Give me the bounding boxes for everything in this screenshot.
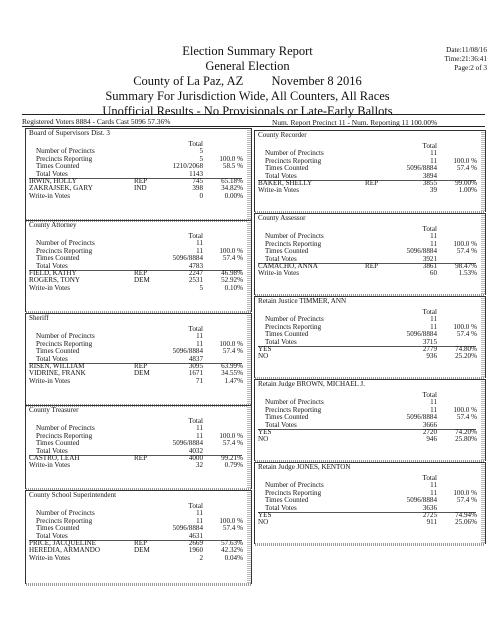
stat-value: 11 (196, 239, 203, 248)
candidate-row (255, 429, 485, 436)
stat-value: 5096/8884 (172, 524, 203, 533)
stat-value: 11 (430, 149, 437, 158)
box-edge-shading (247, 314, 251, 404)
stat-value: 3894 (422, 171, 437, 180)
candidate-row (255, 346, 485, 353)
candidate-votes: 3861 (422, 262, 437, 270)
candidate-party: REP (134, 454, 148, 462)
report-time: Time:21:36:41 (444, 55, 487, 63)
candidate-votes: 1960 (188, 546, 203, 555)
candidate-votes: 0 (199, 191, 203, 200)
stat-percent: 100.0 % (219, 431, 243, 440)
stat-label: Times Counted (265, 330, 309, 339)
stat-label: Precincts Reporting (36, 516, 93, 525)
stat-label: Number of Precincts (36, 509, 95, 518)
candidate-name: FIELD, KATHY (29, 269, 77, 277)
total-column-label: Total (188, 140, 203, 148)
candidate-row (26, 378, 251, 385)
stat-label: Number of Precincts (36, 332, 95, 341)
stat-label: Times Counted (265, 496, 309, 505)
stat-label: Number of Precincts (36, 147, 95, 156)
race-title: Retain Judge BROWN, MICHAEL J. (258, 380, 365, 388)
candidate-percent: 25.80% (455, 435, 477, 444)
candidate-row (26, 285, 251, 292)
candidate-votes: 60 (429, 269, 437, 278)
stat-value: 11 (430, 405, 437, 414)
report-title: Election Summary Report (182, 44, 313, 58)
candidate-votes: 3095 (188, 362, 203, 370)
candidate-row (26, 555, 251, 562)
box-edge-shading (481, 214, 485, 294)
stat-percent: 57.4 % (456, 330, 477, 339)
candidate-votes: 2669 (188, 539, 203, 547)
candidate-name: CAMACHO, ANNA (258, 262, 318, 270)
candidate-party: REP (134, 539, 148, 547)
stat-percent: 100.0 % (219, 516, 243, 525)
race-title: County Assessor (258, 214, 306, 222)
candidate-votes: 745 (192, 177, 203, 185)
stat-value: 1210/2068 (172, 162, 203, 171)
candidate-votes: 2531 (188, 276, 203, 285)
total-column-label: Total (188, 325, 203, 333)
candidate-percent: 0.79% (224, 461, 243, 470)
candidate-party: DEM (134, 276, 150, 285)
stat-percent: 57.4 % (456, 496, 477, 505)
stat-percent: 100.0 % (219, 246, 243, 255)
total-column-label: Total (422, 225, 437, 233)
race-title: County Treasurer (29, 406, 79, 414)
stat-label: Total Votes (265, 337, 297, 346)
candidate-percent: 74.94% (455, 511, 477, 519)
stat-percent: 100.0 % (219, 339, 243, 348)
stat-value: 11 (430, 481, 437, 490)
stat-label: Precincts Reporting (265, 322, 322, 331)
stat-value: 11 (196, 246, 203, 255)
candidate-name: Write-in Votes (29, 283, 71, 292)
stat-value: 3715 (422, 337, 437, 346)
stat-value: 5096/8884 (406, 247, 437, 256)
stat-label: Total Votes (36, 446, 68, 455)
stat-label: Precincts Reporting (36, 431, 93, 440)
candidate-percent: 74.20% (455, 428, 477, 436)
stat-value: 11 (430, 156, 437, 165)
candidate-row (26, 193, 251, 200)
stat-value: 5096/8884 (406, 413, 437, 422)
candidate-name: YES (258, 428, 272, 436)
page-number: Page:2 of 3 (454, 64, 487, 72)
unofficial-line: Unofficial Results - No Provisionals or Late-Early Ballots (102, 104, 393, 118)
candidate-percent: 99.21% (221, 454, 243, 462)
candidate-votes: 3855 (422, 179, 437, 187)
race-title: County Attorney (29, 221, 77, 229)
stat-value: 5096/8884 (406, 496, 437, 505)
candidate-percent: 52.92% (221, 276, 243, 285)
candidate-name: NO (258, 352, 269, 361)
candidate-percent: 1.00% (458, 186, 477, 195)
stat-label: Times Counted (265, 164, 309, 173)
stat-percent: 57.4 % (222, 347, 243, 356)
stat-percent: 100.0 % (453, 488, 477, 497)
stat-percent: 100.0 % (219, 154, 243, 163)
candidate-name: YES (258, 511, 272, 519)
county-date-line (0, 74, 495, 89)
candidate-votes: 5 (199, 283, 203, 292)
total-column-label: Total (188, 417, 203, 425)
stat-label: Times Counted (36, 524, 80, 533)
stat-label: Times Counted (36, 162, 80, 171)
stat-label: Total Votes (265, 503, 297, 512)
total-column-label: Total (188, 502, 203, 510)
stat-value: 11 (196, 424, 203, 433)
registered-voters-line: Registered Voters 8884 - Cards Cast 5096 57.36% (22, 117, 171, 126)
box-edge-shading (481, 297, 485, 377)
total-column-label: Total (422, 308, 437, 316)
box-edge-shading (247, 491, 251, 583)
stat-label: Number of Precincts (36, 424, 95, 433)
stat-label: Times Counted (36, 254, 80, 263)
candidate-name: Write-in Votes (29, 461, 71, 470)
candidate-name: Write-in Votes (29, 553, 71, 562)
candidate-percent: 98.47% (455, 262, 477, 270)
stat-value: 5 (199, 154, 203, 163)
stat-value: 4032 (188, 446, 203, 455)
candidate-name: NO (258, 518, 269, 527)
stat-label: Number of Precincts (265, 398, 324, 407)
county-name: County of La Paz, AZ (133, 74, 244, 88)
race-box-right-1 (254, 213, 486, 295)
candidate-percent: 46.98% (221, 269, 243, 277)
race-title: Sheriff (29, 314, 49, 322)
candidate-name: IRWIN, HOLLY (29, 177, 77, 185)
stat-label: Precincts Reporting (36, 339, 93, 348)
candidate-row (255, 187, 485, 194)
election-date: November 8 2016 (271, 74, 362, 88)
stat-value: 5096/8884 (172, 439, 203, 448)
stat-label: Number of Precincts (265, 149, 324, 158)
stat-percent: 100.0 % (453, 322, 477, 331)
candidate-votes: 911 (426, 518, 437, 527)
race-box-left-3 (25, 405, 252, 489)
candidate-name: Write-in Votes (29, 376, 71, 385)
candidate-percent: 34.55% (221, 369, 243, 378)
candidate-votes: 39 (429, 186, 437, 195)
candidate-name: HEREDIA, ARMANDO (29, 546, 100, 555)
race-box-right-2 (254, 296, 486, 378)
stat-label: Total Votes (36, 354, 68, 363)
stat-value: 5096/8884 (172, 254, 203, 263)
candidate-party: REP (365, 262, 379, 270)
candidate-votes: 2725 (422, 511, 437, 519)
box-edge-shading (247, 406, 251, 488)
candidate-name: Write-in Votes (258, 269, 300, 278)
stat-percent: 100.0 % (453, 156, 477, 165)
candidate-party: IND (134, 184, 147, 193)
stat-label: Times Counted (36, 347, 80, 356)
total-column-label: Total (422, 142, 437, 150)
stat-label: Total Votes (36, 169, 68, 178)
box-edge-shading (481, 131, 485, 211)
candidate-name: NO (258, 435, 269, 444)
candidate-name: BAKER, SHELLY (258, 179, 313, 187)
total-column-label: Total (422, 474, 437, 482)
stat-value: 11 (430, 398, 437, 407)
race-title: Board of Supervisors Dist. 3 (29, 129, 110, 137)
stat-percent: 100.0 % (453, 239, 477, 248)
candidate-percent: 42.32% (221, 546, 243, 555)
candidate-name: VIDRINE, FRANK (29, 369, 86, 378)
stat-label: Total Votes (265, 420, 297, 429)
race-box-left-2 (25, 313, 252, 405)
candidate-party: REP (365, 179, 379, 187)
candidate-votes: 398 (192, 184, 203, 193)
candidate-row (255, 436, 485, 443)
candidate-row (255, 270, 485, 277)
stat-percent: 58.5 % (222, 162, 243, 171)
race-box-right-0 (254, 130, 486, 212)
stat-percent: 100.0 % (453, 405, 477, 414)
stat-percent: 57.4 % (222, 254, 243, 263)
stat-value: 11 (430, 488, 437, 497)
stat-percent: 57.4 % (222, 439, 243, 448)
stat-label: Times Counted (265, 247, 309, 256)
candidate-name: CASTRO, LEAH (29, 454, 80, 462)
stat-label: Total Votes (36, 531, 68, 540)
stat-value: 1143 (189, 169, 203, 178)
candidate-name: ZAKRAJSEK, GARY (29, 184, 93, 193)
candidate-name: ROGERS, TONY (29, 276, 80, 285)
summary-scope-line: Summary For Jurisdiction Wide, All Counters, All Races (105, 89, 390, 103)
stat-value: 4837 (188, 354, 203, 363)
candidate-row (255, 353, 485, 360)
stat-percent: 57.4 % (456, 164, 477, 173)
stat-label: Total Votes (265, 171, 297, 180)
candidate-percent: 25.06% (455, 518, 477, 527)
candidate-votes: 2247 (188, 269, 203, 277)
candidate-party: REP (134, 177, 148, 185)
candidate-votes: 4000 (188, 454, 203, 462)
candidate-percent: 25.20% (455, 352, 477, 361)
box-bottom-shading (255, 543, 485, 546)
race-box-right-4 (254, 462, 486, 544)
report-subtitle: General Election (205, 59, 290, 73)
candidate-party: DEM (134, 369, 150, 378)
stat-value: 5 (199, 147, 203, 156)
candidate-percent: 0.04% (224, 553, 243, 562)
candidate-row (255, 519, 485, 526)
stat-value: 3636 (422, 503, 437, 512)
box-bottom-shading (26, 583, 251, 586)
stat-value: 11 (196, 332, 203, 341)
candidate-party: REP (134, 269, 148, 277)
stat-value: 11 (196, 516, 203, 525)
candidate-percent: 0.00% (224, 191, 243, 200)
candidate-votes: 936 (426, 352, 437, 361)
stat-label: Number of Precincts (36, 239, 95, 248)
stat-percent: 57.4 % (456, 413, 477, 422)
stat-label: Times Counted (265, 413, 309, 422)
stat-value: 11 (430, 315, 437, 324)
candidate-percent: 65.18% (221, 177, 243, 185)
race-title: Retain Justice TIMMER, ANN (258, 297, 347, 305)
stat-label: Total Votes (36, 261, 68, 270)
stat-value: 11 (196, 431, 203, 440)
candidate-name: Write-in Votes (29, 191, 71, 200)
stat-value: 4783 (188, 261, 203, 270)
stat-value: 11 (196, 509, 203, 518)
race-box-right-3 (254, 379, 486, 461)
candidate-row (26, 462, 251, 469)
stat-percent: 57.4 % (456, 247, 477, 256)
candidate-name: RISEN, WILLIAM (29, 362, 85, 370)
stat-label: Precincts Reporting (36, 246, 93, 255)
stat-percent: 57.4 % (222, 524, 243, 533)
stat-value: 5096/8884 (172, 347, 203, 356)
candidate-name: Write-in Votes (258, 186, 300, 195)
candidate-percent: 63.99% (221, 362, 243, 370)
stat-label: Precincts Reporting (36, 154, 93, 163)
stat-value: 11 (430, 232, 437, 241)
candidate-percent: 1.47% (224, 376, 243, 385)
stat-label: Total Votes (265, 254, 297, 263)
stat-label: Precincts Reporting (265, 239, 322, 248)
candidate-percent: 57.63% (221, 539, 243, 547)
stat-label: Number of Precincts (265, 315, 324, 324)
stat-value: 5096/8884 (406, 164, 437, 173)
candidate-votes: 2720 (422, 428, 437, 436)
stat-label: Precincts Reporting (265, 405, 322, 414)
candidate-party: REP (134, 362, 148, 370)
race-box-left-4 (25, 490, 252, 584)
report-date: Date:11/08/16 (446, 46, 487, 54)
stat-value: 3666 (422, 420, 437, 429)
candidate-votes: 1671 (188, 369, 203, 378)
candidate-name: YES (258, 345, 272, 353)
precinct-report-line: Num. Report Precinct 11 - Num. Reporting 11 100.00% (272, 118, 438, 127)
total-column-label: Total (188, 232, 203, 240)
stat-value: 11 (430, 322, 437, 331)
candidate-party: DEM (134, 546, 150, 555)
candidate-percent: 1.53% (458, 269, 477, 278)
candidate-percent: 0.10% (224, 283, 243, 292)
candidate-row (255, 512, 485, 519)
stat-label: Number of Precincts (265, 232, 324, 241)
race-box-left-0 (25, 128, 252, 220)
stat-value: 3921 (422, 254, 437, 263)
stat-value: 11 (196, 339, 203, 348)
race-title: Retain Judge JONES, KENTON (258, 463, 351, 471)
candidate-percent: 99.00% (455, 179, 477, 187)
date-time-block (407, 46, 487, 73)
candidate-percent: 34.82% (221, 184, 243, 193)
candidate-name: PRICE, JACQUELINE (29, 539, 96, 547)
box-edge-shading (247, 129, 251, 219)
header-rule-top (22, 114, 485, 115)
box-edge-shading (481, 463, 485, 543)
race-title: County Recorder (258, 131, 307, 139)
stat-label: Precincts Reporting (265, 156, 322, 165)
stat-value: 5096/8884 (406, 330, 437, 339)
header-rule-bottom (22, 126, 485, 127)
box-edge-shading (481, 380, 485, 460)
candidate-votes: 2 (199, 553, 203, 562)
candidate-votes: 32 (195, 461, 203, 470)
candidate-votes: 2779 (422, 345, 437, 353)
box-edge-shading (247, 221, 251, 311)
stat-label: Precincts Reporting (265, 488, 322, 497)
candidate-votes: 71 (195, 376, 203, 385)
total-column-label: Total (422, 391, 437, 399)
stat-label: Number of Precincts (265, 481, 324, 490)
race-box-left-1 (25, 220, 252, 312)
candidate-percent: 74.80% (455, 345, 477, 353)
stat-value: 4631 (188, 531, 203, 540)
stat-label: Times Counted (36, 439, 80, 448)
stat-value: 11 (430, 239, 437, 248)
candidate-votes: 946 (426, 435, 437, 444)
race-title: County School Superintendent (29, 491, 117, 499)
